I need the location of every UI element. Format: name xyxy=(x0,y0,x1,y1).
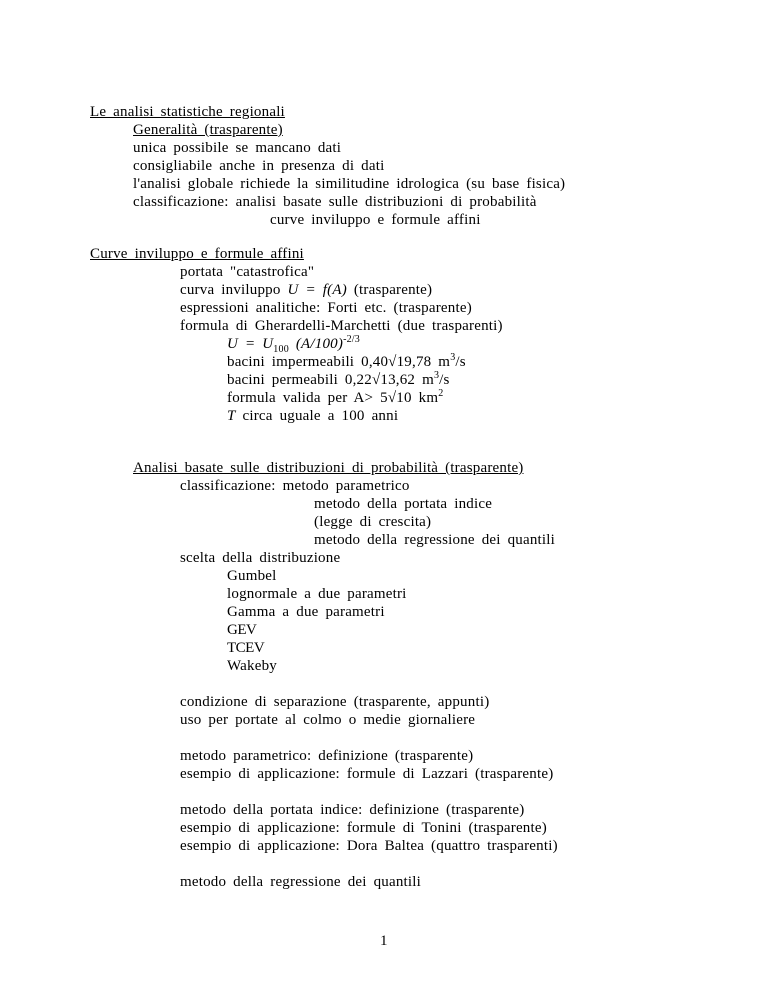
text-line: consigliabile anche in presenza di dati xyxy=(133,158,385,174)
distribution-item: GEV xyxy=(227,622,257,638)
distribution-item: Gamma a due parametri xyxy=(227,604,385,620)
text-line: metodo parametrico: definizione (trasparente) xyxy=(180,748,474,764)
text-line: T circa uguale a 100 anni xyxy=(227,408,399,424)
text-line: unica possibile se mancano dati xyxy=(133,140,342,156)
text-line: esempio di applicazione: formule di Tonini (trasparente) xyxy=(180,820,547,836)
text-line: esempio di applicazione: formule di Lazzari (trasparente) xyxy=(180,766,554,782)
section-title-analisi-distribuzioni: Analisi basate sulle distribuzioni di probabilità (trasparente) xyxy=(133,460,524,476)
text-line: curve inviluppo e formule affini xyxy=(270,212,481,228)
formula-gherardelli: $U = U_{100}$ $(A/100)^{-2/3}$ xyxy=(227,334,360,355)
distribution-item: Gumbel xyxy=(227,568,277,584)
page-number: 1 xyxy=(380,933,388,949)
text-line: formula valida per A> 5√10 $km^2$ xyxy=(227,388,444,406)
distribution-item: lognormale a due parametri xyxy=(227,586,407,602)
text-line: uso per portate al colmo o medie giornaliere xyxy=(180,712,476,728)
text-line: classificazione: analisi basate sulle distribuzioni di probabilità xyxy=(133,194,537,210)
text-line: bacini impermeabili 0,40√19,78 $m^3/s$ xyxy=(227,352,466,370)
text-line: metodo della portata indice: definizione (trasparente) xyxy=(180,802,525,818)
text-line: metodo della regressione dei quantili xyxy=(314,532,556,548)
text-line-curva-inviluppo: curva inviluppo U = f(A) (trasparente) xyxy=(180,282,433,298)
section-title-regional: Le analisi statistiche regionali xyxy=(90,104,285,120)
text-line: portata "catastrofica" xyxy=(180,264,315,280)
text-line: formula di Gherardelli-Marchetti (due trasparenti) xyxy=(180,318,503,334)
distribution-item: Wakeby xyxy=(227,658,277,674)
text-line: l'analisi globale richiede la similitudine idrologica (su base fisica) xyxy=(133,176,566,192)
text-line: esempio di applicazione: Dora Baltea (quattro trasparenti) xyxy=(180,838,558,854)
text-line: metodo della regressione dei quantili xyxy=(180,874,422,890)
section-title-curve-inviluppo: Curve inviluppo e formule affini xyxy=(90,246,304,262)
text-line: classificazione: metodo parametrico xyxy=(180,478,410,494)
text-line: metodo della portata indice xyxy=(314,496,493,512)
text-line: scelta della distribuzione xyxy=(180,550,341,566)
text-line: (legge di crescita) xyxy=(314,514,432,530)
text-line: condizione di separazione (trasparente, appunti) xyxy=(180,694,490,710)
text-line: bacini permeabili 0,22√13,62 $m^3/s$ xyxy=(227,370,450,388)
text-line: espressioni analitiche: Forti etc. (trasparente) xyxy=(180,300,472,316)
distribution-item: TCEV xyxy=(227,640,265,656)
subsection-generalita: Generalità (trasparente) xyxy=(133,122,283,138)
